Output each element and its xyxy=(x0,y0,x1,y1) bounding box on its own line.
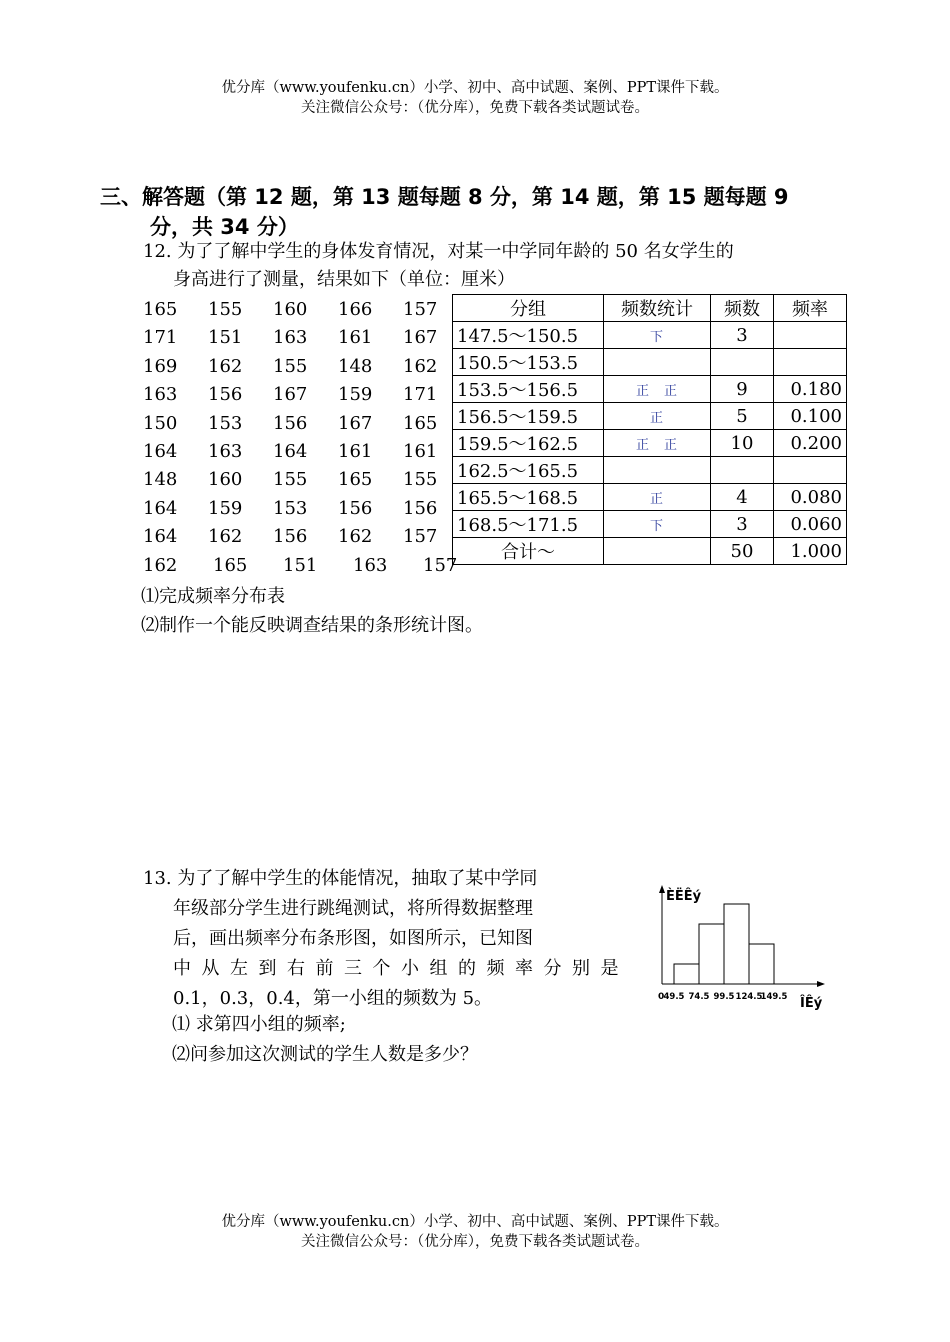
q13-line-5: 0.1，0.3，0.4，第一小组的频数为 5。 xyxy=(173,988,493,1009)
rate-cell: 0.060 xyxy=(774,511,847,538)
histogram-bar xyxy=(724,904,749,984)
data-cell: 156 xyxy=(273,412,308,434)
data-cell: 162 xyxy=(208,355,243,377)
histogram-bar xyxy=(749,944,774,984)
count-cell: 5 xyxy=(711,403,774,430)
header-line-1: 优分库（www.youfenku.cn）小学、初中、高中试题、案例、PPT课件下载。 xyxy=(221,80,729,96)
tick-label: 99.5 xyxy=(713,992,735,1002)
rate-cell: 0.080 xyxy=(774,484,847,511)
data-cell: 163 xyxy=(143,384,178,406)
data-cell: 162 xyxy=(403,355,438,377)
rate-cell: 0.100 xyxy=(774,403,847,430)
data-cell: 163 xyxy=(353,554,388,576)
data-cell: 166 xyxy=(338,299,373,320)
group-cell: 165.5～168.5 xyxy=(453,484,604,511)
group-cell: 162.5～165.5 xyxy=(453,457,604,484)
data-row xyxy=(143,495,493,523)
data-cell: 167 xyxy=(403,327,438,349)
q13-part-2: ⑵问参加这次测试的学生人数是多少？ xyxy=(172,1044,478,1065)
total-tally-cell xyxy=(604,538,711,565)
tally-cell: 下 xyxy=(604,511,711,538)
data-cell: 148 xyxy=(338,355,373,377)
count-cell: 3 xyxy=(711,511,774,538)
data-cell: 155 xyxy=(208,299,243,320)
data-cell: 156 xyxy=(338,497,373,519)
y-axis-arrow-icon xyxy=(659,885,665,893)
data-cell: 150 xyxy=(143,412,178,434)
header-group: 分组 xyxy=(453,295,604,322)
count-cell: 9 xyxy=(711,376,774,403)
question-13-stem xyxy=(143,864,633,1014)
table-row xyxy=(453,430,847,457)
table-total-row xyxy=(453,538,847,565)
data-cell: 155 xyxy=(403,469,438,491)
x-axis-label: ÎÊý xyxy=(800,996,823,1010)
histogram-bars xyxy=(674,904,774,984)
group-cell: 159.5～162.5 xyxy=(453,430,604,457)
count-cell: 3 xyxy=(711,322,774,349)
data-row xyxy=(143,353,493,381)
header-rate: 频率 xyxy=(774,295,847,322)
data-row xyxy=(143,410,493,438)
total-rate-cell: 1.000 xyxy=(774,538,847,565)
count-cell xyxy=(711,457,774,484)
data-cell: 159 xyxy=(208,497,243,519)
data-row xyxy=(143,438,493,466)
data-cell: 161 xyxy=(338,440,373,462)
q13-line-1: 13. 为了了解中学生的体能情况，抽取了某中学同 xyxy=(143,868,538,889)
data-cell: 151 xyxy=(208,327,243,349)
tally-cell: 正 xyxy=(604,403,711,430)
data-cell: 160 xyxy=(208,469,243,491)
q12-line-2: 身高进行了测量，结果如下（单位：厘米） xyxy=(173,269,515,290)
data-row xyxy=(143,324,493,352)
data-cell: 159 xyxy=(338,384,373,406)
data-cell: 165 xyxy=(143,299,178,320)
table-row xyxy=(453,376,847,403)
q13-line-4: 中从左到右前三个小组的频率分别是 xyxy=(173,958,629,979)
page-header xyxy=(0,78,950,118)
data-cell: 164 xyxy=(143,497,178,519)
data-cell: 156 xyxy=(403,497,438,519)
frequency-table-body xyxy=(453,322,847,565)
group-cell: 168.5～171.5 xyxy=(453,511,604,538)
table-row xyxy=(453,349,847,376)
data-cell: 161 xyxy=(403,440,438,462)
data-cell: 164 xyxy=(273,440,308,462)
rate-cell xyxy=(774,457,847,484)
page-footer xyxy=(0,1212,950,1252)
q13-line-2: 年级部分学生进行跳绳测试，将所得数据整理 xyxy=(173,898,533,919)
origin-label: 0 xyxy=(658,992,665,1002)
tally-cell: 正 正 xyxy=(604,430,711,457)
data-cell: 155 xyxy=(273,355,308,377)
header-tally: 频数统计 xyxy=(604,295,711,322)
section-title-line-2: 分，共 34 分） xyxy=(150,215,299,239)
q12-part-1: ⑴完成频率分布表 xyxy=(141,586,285,607)
rate-cell xyxy=(774,322,847,349)
tally-cell: 正 xyxy=(604,484,711,511)
count-cell: 10 xyxy=(711,430,774,457)
total-label-cell: 合计～ xyxy=(453,538,604,565)
table-row xyxy=(453,322,847,349)
tick-label: 149.5 xyxy=(760,992,788,1002)
data-cell: 148 xyxy=(143,469,178,491)
data-row xyxy=(143,381,493,409)
data-cell: 155 xyxy=(273,469,308,491)
frequency-table-header-row xyxy=(453,295,847,322)
data-cell: 153 xyxy=(273,497,308,519)
section-title xyxy=(100,182,860,242)
data-cell: 167 xyxy=(338,412,373,434)
data-cell: 157 xyxy=(423,554,458,576)
data-cell: 161 xyxy=(338,327,373,349)
tick-label: 124.5 xyxy=(735,992,763,1002)
data-cell: 163 xyxy=(208,440,243,462)
y-axis-label: ÈËÊý xyxy=(666,889,702,904)
histogram-bar xyxy=(699,924,724,984)
total-count-cell: 50 xyxy=(711,538,774,565)
table-row xyxy=(453,457,847,484)
count-cell: 4 xyxy=(711,484,774,511)
footer-line-2: 关注微信公众号：（优分库），免费下载各类试题试卷。 xyxy=(301,1234,649,1250)
q13-part-1: ⑴ 求第四小组的频率; xyxy=(172,1014,346,1035)
tally-cell: 正 正 xyxy=(604,376,711,403)
data-cell: 164 xyxy=(143,440,178,462)
q12-part-2: ⑵制作一个能反映调查结果的条形统计图。 xyxy=(141,615,483,636)
histogram-tick-labels xyxy=(664,992,788,1002)
tally-cell xyxy=(604,349,711,376)
frequency-table xyxy=(452,294,847,565)
tick-label: 49.5 xyxy=(663,992,685,1002)
data-cell: 153 xyxy=(208,412,243,434)
tally-cell: 下 xyxy=(604,322,711,349)
footer-line-1: 优分库（www.youfenku.cn）小学、初中、高中试题、案例、PPT课件下载。 xyxy=(221,1214,729,1230)
data-row xyxy=(143,466,493,494)
tally-cell xyxy=(604,457,711,484)
data-row xyxy=(143,552,493,580)
group-cell: 156.5～159.5 xyxy=(453,403,604,430)
data-cell: 163 xyxy=(273,327,308,349)
question-12-stem xyxy=(143,238,863,294)
rate-cell xyxy=(774,349,847,376)
data-cell: 162 xyxy=(208,526,243,548)
data-row xyxy=(143,523,493,551)
data-cell: 171 xyxy=(143,327,178,349)
data-cell: 167 xyxy=(273,384,308,406)
table-row xyxy=(453,511,847,538)
table-row xyxy=(453,403,847,430)
tick-label: 74.5 xyxy=(688,992,710,1002)
data-cell: 162 xyxy=(143,554,178,576)
count-cell xyxy=(711,349,774,376)
table-row xyxy=(453,484,847,511)
data-cell: 160 xyxy=(273,299,308,320)
data-cell: 156 xyxy=(208,384,243,406)
q13-line-3: 后，画出频率分布条形图，如图所示，已知图 xyxy=(173,928,533,949)
group-cell: 147.5～150.5 xyxy=(453,322,604,349)
q12-line-1: 12. 为了了解中学生的身体发育情况，对某一中学同年龄的 50 名女学生的 xyxy=(143,241,734,262)
data-cell: 165 xyxy=(338,469,373,491)
data-cell: 171 xyxy=(403,384,438,406)
rate-cell: 0.200 xyxy=(774,430,847,457)
rate-cell: 0.180 xyxy=(774,376,847,403)
header-count: 频数 xyxy=(711,295,774,322)
group-cell: 150.5～153.5 xyxy=(453,349,604,376)
histogram-bar xyxy=(674,964,699,984)
data-cell: 157 xyxy=(403,526,438,548)
group-cell: 153.5～156.5 xyxy=(453,376,604,403)
header-line-2: 关注微信公众号：（优分库），免费下载各类试题试卷。 xyxy=(301,100,649,116)
data-cell: 156 xyxy=(273,526,308,548)
data-cell: 157 xyxy=(403,299,438,320)
data-cell: 164 xyxy=(143,526,178,548)
height-data-grid xyxy=(143,296,493,580)
data-cell: 165 xyxy=(213,554,248,576)
data-row xyxy=(143,296,493,324)
section-title-line-1: 三、解答题（第 12 题，第 13 题每题 8 分，第 14 题，第 15 题每题 9 xyxy=(100,185,789,209)
x-axis-arrow-icon xyxy=(817,981,825,987)
data-cell: 169 xyxy=(143,355,178,377)
data-cell: 162 xyxy=(338,526,373,548)
data-cell: 151 xyxy=(283,554,318,576)
data-cell: 165 xyxy=(403,412,438,434)
frequency-histogram xyxy=(652,880,832,1010)
